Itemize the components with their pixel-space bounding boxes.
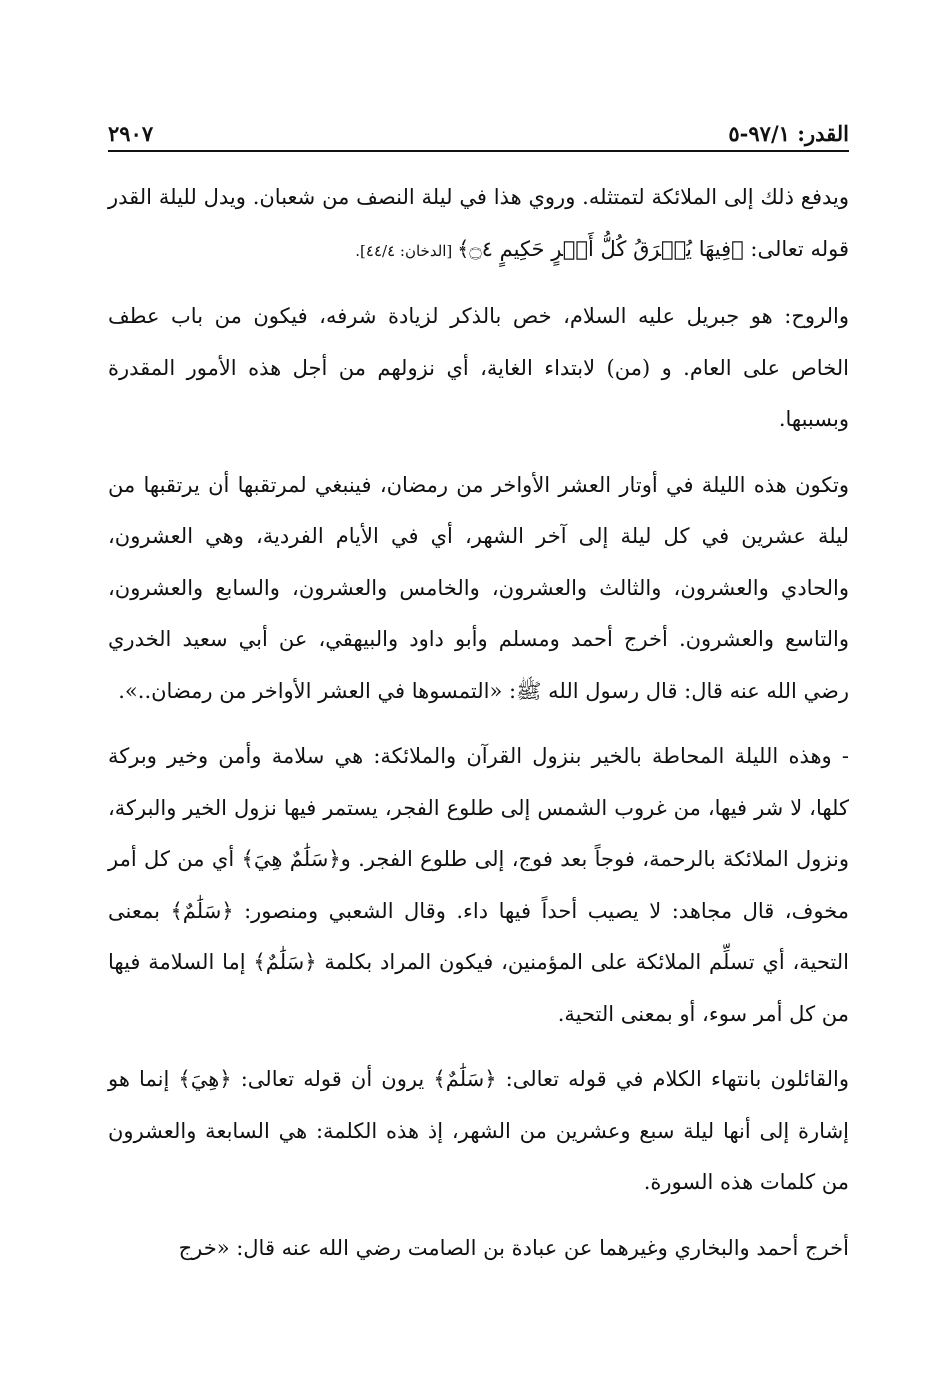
surah-reference: القدر: ٩٧/١-٥ [728,120,849,146]
paragraph-1 [108,172,849,277]
running-header [108,112,849,152]
page-number: ٢٩٠٧ [108,120,154,146]
body-text [108,172,849,1288]
paragraph-6: أخرج أحمد والبخاري وغيرهما عن عبادة بن الصامت رضي الله عنه قال: «خرج [178,1235,849,1260]
paragraph-3: وتكون هذه الليلة في أوتار العشر الأواخر من رمضان، فينبغي لمرتقبها أن يرتقبها من ليلة عشرين في كل ليلة إلى آخر الشهر، أي في الأيام الفردية، وهي العشرون، والحادي والعشرون، والثالث والعشرون، والخامس والعشرون، والسابع والعشرون، والتاسع والعشرون. أخرج أحمد ومسلم وأبو داود والبيهقي، عن أبي سعيد الخدري رضي الله عنه قال: قال رسول الله ﷺ: «التمسوها في العشر الأواخر من رمضان..». [108,472,849,703]
verse-reference: [الدخان: ٤٤/٤]. [355,241,458,260]
paragraph-2: والروح: هو جبريل عليه السلام، خص بالذكر لزيادة شرفه، فيكون من باب عطف الخاص على العام. و (من) لابتداء الغاية، أي نزولهم من أجل هذه الأمور المقدرة وبسببها. [108,304,849,431]
paragraph-4: - وهذه الليلة المحاطة بالخير بنزول القرآن والملائكة: هي سلامة وأمن وخير وبركة كلها، لا شر فيها، من غروب الشمس إلى طلوع الفجر، يستمر فيها نزول الخير والبركة، ونزول الملائكة بالرحمة، فوجاً بعد فوج، إلى طلوع الفجر. و﴿سَلَٰمٌ هِيَ﴾ أي من كل أمر مخوف، قال مجاهد: لا يصيب أحداً فيها داء. وقال الشعبي ومنصور: ﴿سَلَٰمٌ﴾ بمعنى التحية، أي تسلِّم الملائكة على المؤمنين، فيكون المراد بكلمة ﴿سَلَٰمٌ﴾ إما السلامة فيها من كل أمر سوء، أو بمعنى التحية. [108,744,849,1026]
quran-verse: ﴿فِيهَا يُفۡرَقُ كُلُّ أَمۡرٍ حَكِيمٍ ۝٤﴾ [457,236,744,261]
paragraph-1-text: ويدفع ذلك إلى الملائكة لتمتثله. وروي هذا في ليلة النصف من شعبان. ويدل لليلة القدر قوله تعالى: [108,185,849,261]
paragraph-5: والقائلون بانتهاء الكلام في قوله تعالى: ﴿سَلَٰمٌ﴾ يرون أن قوله تعالى: ﴿هِيَ﴾ إنما هو إشارة إلى أنها ليلة سبع وعشرين من الشهر، إذ هذه الكلمة: هي السابعة والعشرون من كلمات هذه السورة. [108,1067,849,1194]
